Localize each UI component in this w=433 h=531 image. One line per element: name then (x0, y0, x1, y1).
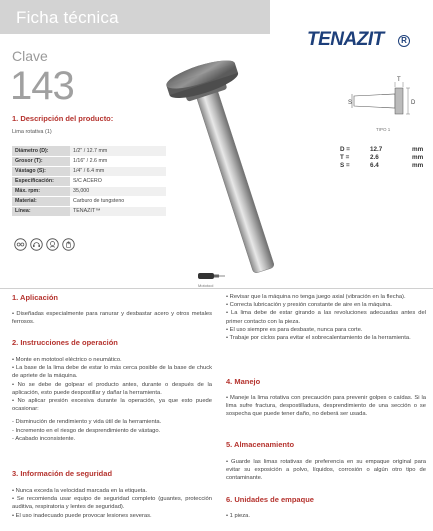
specs-table (12, 146, 166, 217)
table-row (12, 206, 166, 216)
spec-label: Máx. rpm: (12, 186, 70, 196)
list-item: • El uso siempre es para desbaste, nunca para corte. (226, 326, 363, 333)
right-list (226, 293, 426, 342)
dimension-row (340, 146, 426, 154)
list-item: - Acabado inconsistente. (12, 435, 76, 442)
registered-mark-icon: R (398, 35, 410, 47)
instrucciones-list (12, 356, 212, 443)
spec-label: Material: (12, 196, 70, 206)
spec-value: 1/16" / 2.6 mm (70, 156, 166, 166)
dimension-diagram (340, 74, 428, 122)
dimension-row (340, 162, 426, 170)
spec-value: 35,000 (70, 186, 166, 196)
spec-value: 1/2" / 12.7 mm (70, 146, 166, 156)
tipo-label: TIPO 1 (376, 127, 391, 132)
manejo-text: • Maneje la lima rotativa con precaución para prevenir golpes o caídas. Si la lima sufre fractura, despostilladura, desprendimiento de una sección o se sospecha que puede tener daño, no deberá ser usada. (226, 395, 426, 418)
empaque-text: • 1 pieza. (226, 513, 250, 519)
table-row (12, 186, 166, 196)
section-divider (0, 288, 433, 289)
seguridad-title: 3. Información de seguridad (12, 469, 113, 478)
dimension-label: T = (340, 154, 350, 161)
list-item: • La lima debe de estar girando a las revoluciones adecuadas antes del primer contacto con la pieza. (226, 310, 426, 325)
list-item: • Monte en mototool eléctrico o neumático. (12, 357, 122, 363)
almacenamiento-text-block (226, 458, 426, 483)
brand-logo-text: TENAZIT (307, 29, 384, 50)
list-item: • No se debe de golpear el producto antes, durante o después de la aplicación, esto puede despostillar y dañar la herramienta. (12, 381, 212, 396)
table-row (12, 146, 166, 156)
manejo-text-block (226, 394, 426, 419)
mototool-icon (196, 270, 226, 284)
brand-logo (307, 29, 384, 51)
table-row (12, 156, 166, 166)
diagram-d-label: D (411, 100, 416, 106)
diagram-s-label: S (348, 100, 353, 106)
list-item: • La base de la lima debe de estar lo más cerca posible de la base de chuck de apriete de la máquina. (12, 365, 212, 380)
spec-value: TENAZIT™ (70, 206, 166, 216)
list-item: • El uso inadecuado puede provocar lesiones severas. (12, 512, 152, 519)
dimension-row (340, 154, 426, 162)
table-row (12, 176, 166, 186)
spec-value: 1/4" / 6.4 mm (70, 166, 166, 176)
aplicacion-text: • Diseñadas especialmente para ranurar y desbastar acero y otros metales ferrosos. (12, 311, 212, 326)
dimension-unit: mm (412, 162, 424, 169)
aplicacion-text-block (12, 310, 212, 326)
dimension-value: 2.6 (370, 154, 379, 161)
safety-glasses-icon (14, 238, 27, 251)
spec-value: S/C ACERO (70, 176, 166, 186)
dimension-label: D = (340, 146, 350, 153)
manejo-title: 4. Manejo (226, 377, 261, 386)
dimension-value: 12.7 (370, 146, 383, 153)
list-item: • No aplicar presión excesiva durante la operación, ya que esto puede ocasionar: (12, 398, 212, 413)
list-item: • Nunca exceda la velocidad marcada en la etiqueta. (12, 488, 148, 494)
table-row (12, 196, 166, 206)
list-item: • Revisar que la máquina no tenga juego axial (vibración en la flecha). (226, 294, 406, 300)
empaque-title: 6. Unidades de empaque (226, 495, 314, 504)
dimension-list (340, 146, 426, 170)
dimension-label: S = (340, 162, 350, 169)
clave-number: 143 (10, 64, 74, 108)
description-subtitle: Lima rotativa (1) (12, 129, 52, 135)
description-title: 1. Descripción del producto: (12, 114, 114, 123)
spec-label: Diámetro (D): (12, 146, 70, 156)
almacenamiento-text: • Guarde las limas rotativas de preferencia en su empaque original para evitar su exposición a polvo, líquidos, corrosión o algún otro tipo de contaminante. (226, 459, 426, 482)
spec-label: Grosor (T): (12, 156, 70, 166)
aplicacion-title: 1. Aplicación (12, 293, 58, 302)
spec-value: Carburo de tungsteno (70, 196, 166, 206)
dimension-value: 6.4 (370, 162, 379, 169)
spec-label: Vástago (S): (12, 166, 70, 176)
list-item: • Trabaje por ciclos para evitar el sobrecalentamiento de la herramienta. (226, 335, 411, 342)
dimension-unit: mm (412, 146, 424, 153)
clave-label: Clave (12, 48, 48, 64)
safety-icons (14, 238, 94, 252)
spec-label: Especificación: (12, 176, 70, 186)
product-image (160, 48, 300, 288)
spec-label: Línea: (12, 206, 70, 216)
dimension-unit: mm (412, 154, 424, 161)
instrucciones-title: 2. Instrucciones de operación (12, 338, 118, 347)
list-item: • Se recomienda usar equipo de seguridad completo (guantes, protección auditiva, respiratoria y lentes de seguridad). (12, 496, 212, 511)
table-row (12, 166, 166, 176)
almacenamiento-title: 5. Almacenamiento (226, 440, 295, 449)
list-item: - Disminución de rendimiento y vida útil de la herramienta. (12, 419, 162, 426)
seguridad-list (12, 487, 212, 520)
mototool-label: Mototool (198, 283, 214, 288)
list-item: - Incremento en el riesgo de desprendimiento de vástago. (12, 427, 161, 434)
list-item: • Correcta lubricación y presión constante de aire en la máquina. (226, 302, 393, 309)
page-title: Ficha técnica (16, 8, 119, 27)
ear-protection-icon (30, 238, 43, 251)
empaque-text-block (226, 512, 426, 520)
diagram-t-label: T (397, 77, 401, 83)
respirator-icon (46, 238, 59, 251)
gloves-icon (62, 238, 75, 251)
